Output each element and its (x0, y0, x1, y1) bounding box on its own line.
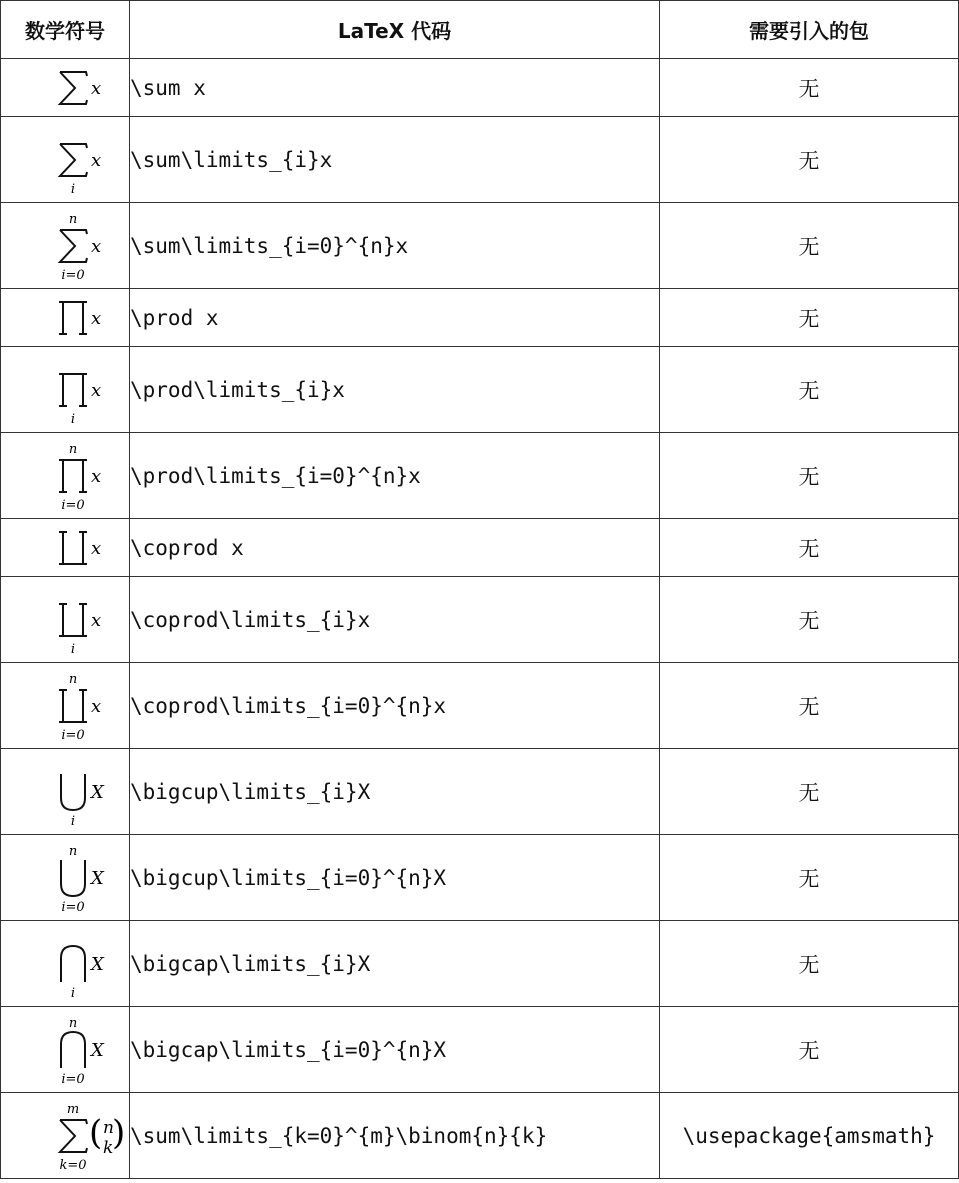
math-symbol-cell (1, 921, 130, 1007)
math-symbol-cell (1, 203, 130, 289)
required-package-cell: \usepackage{amsmath} (660, 1093, 959, 1179)
math-symbol-cell (1, 749, 130, 835)
latex-code-cell: \coprod x (130, 519, 660, 577)
table-row (1, 1093, 959, 1179)
latex-code-cell: \sum x (130, 59, 660, 117)
table-body (1, 59, 959, 1179)
upper-limit: n (68, 211, 78, 227)
latex-code-cell: \sum\limits_{i}x (130, 117, 660, 203)
operand-variable: x (91, 609, 102, 631)
lower-limit: i (70, 411, 76, 427)
math-formula (15, 119, 115, 201)
math-symbol-cell (1, 433, 130, 519)
table-row (1, 663, 959, 749)
lower-limit: i (70, 641, 76, 657)
lower-limit: i (70, 813, 76, 829)
math-symbol-cell (1, 289, 130, 347)
binom-bottom: k (103, 1137, 114, 1158)
math-symbol-cell (1, 663, 130, 749)
table-header-row (1, 1, 959, 59)
upper-limit: n (68, 843, 78, 859)
header-latex-code: LaTeX 代码 (130, 1, 660, 59)
coprod-operator (59, 532, 87, 564)
lower-limit: i (70, 985, 76, 1001)
required-package-cell: 无 (660, 1007, 959, 1093)
table-row (1, 835, 959, 921)
lower-limit: i=0 (61, 497, 85, 513)
bigcup-operator (61, 774, 85, 810)
header-math-symbol: 数学符号 (1, 1, 130, 59)
required-package-cell: 无 (660, 835, 959, 921)
operand-variable: x (91, 149, 102, 171)
operand-variable: x (91, 77, 102, 99)
latex-code-cell: \coprod\limits_{i}x (130, 577, 660, 663)
operand-variable: x (91, 465, 102, 487)
table-row (1, 59, 959, 117)
table-row (1, 347, 959, 433)
binom-top: n (103, 1117, 114, 1138)
upper-limit: n (68, 671, 78, 687)
math-formula (15, 61, 115, 115)
math-symbol-cell (1, 577, 130, 663)
table-row (1, 1007, 959, 1093)
latex-code-cell: \prod\limits_{i=0}^{n}x (130, 433, 660, 519)
latex-code-cell: \bigcup\limits_{i}X (130, 749, 660, 835)
math-formula (15, 291, 115, 345)
table-row (1, 289, 959, 347)
operand-variable: x (91, 307, 102, 329)
math-symbol-cell (1, 117, 130, 203)
lower-limit: i=0 (61, 899, 85, 915)
table-row (1, 577, 959, 663)
math-symbol-cell (1, 1093, 130, 1179)
math-formula (15, 579, 115, 661)
coprod-operator (59, 604, 87, 636)
sum-operator (60, 144, 87, 176)
required-package-cell: 无 (660, 117, 959, 203)
operand-variable: x (91, 235, 102, 257)
table-row (1, 433, 959, 519)
math-formula (15, 1095, 126, 1177)
upper-limit: n (68, 1015, 78, 1031)
operand-variable: X (91, 1039, 104, 1061)
operand-variable: x (91, 379, 102, 401)
math-symbol-cell (1, 1007, 130, 1093)
table-row (1, 519, 959, 577)
operand-variable: X (91, 953, 104, 975)
math-formula (15, 923, 115, 1005)
upper-limit: n (68, 441, 78, 457)
table-row (1, 921, 959, 1007)
prod-operator (59, 302, 87, 334)
coprod-operator (59, 690, 87, 722)
table-row (1, 749, 959, 835)
table-row (1, 203, 959, 289)
required-package-cell: 无 (660, 203, 959, 289)
prod-operator (59, 374, 87, 406)
upper-limit: m (66, 1101, 80, 1117)
binom-operator (60, 1120, 87, 1152)
math-formula (15, 751, 115, 833)
sum-operator (60, 72, 87, 104)
math-symbol-cell (1, 835, 130, 921)
required-package-cell: 无 (660, 577, 959, 663)
lower-limit: k=0 (59, 1157, 87, 1173)
required-package-cell: 无 (660, 59, 959, 117)
bigcap-operator (61, 1032, 85, 1068)
lower-limit: i (70, 181, 76, 197)
prod-operator (59, 460, 87, 492)
sum-operator (60, 230, 87, 262)
math-formula (15, 435, 115, 517)
table-row (1, 117, 959, 203)
operand-variable: x (91, 695, 102, 717)
math-formula (15, 205, 115, 287)
required-package-cell: 无 (660, 519, 959, 577)
required-package-cell: 无 (660, 663, 959, 749)
right-paren-icon: ) (112, 1112, 126, 1153)
required-package-cell: 无 (660, 433, 959, 519)
required-package-cell: 无 (660, 347, 959, 433)
required-package-cell: 无 (660, 289, 959, 347)
header-required-package: 需要引入的包 (660, 1, 959, 59)
latex-code-cell: \prod\limits_{i}x (130, 347, 660, 433)
lower-limit: i=0 (61, 727, 85, 743)
math-formula (15, 1009, 115, 1091)
math-symbol-cell (1, 59, 130, 117)
required-package-cell: 无 (660, 921, 959, 1007)
latex-code-cell: \prod x (130, 289, 660, 347)
latex-code-cell: \sum\limits_{i=0}^{n}x (130, 203, 660, 289)
math-formula (15, 837, 115, 919)
operand-variable: X (91, 867, 104, 889)
bigcup-operator (61, 860, 85, 896)
latex-code-cell: \bigcap\limits_{i}X (130, 921, 660, 1007)
operand-variable: x (91, 537, 102, 559)
latex-code-cell: \bigcup\limits_{i=0}^{n}X (130, 835, 660, 921)
lower-limit: i=0 (61, 1071, 85, 1087)
latex-code-cell: \coprod\limits_{i=0}^{n}x (130, 663, 660, 749)
math-symbol-cell (1, 519, 130, 577)
math-formula (15, 349, 115, 431)
bigcap-operator (61, 946, 85, 982)
left-paren-icon: ( (89, 1112, 103, 1153)
math-symbol-cell (1, 347, 130, 433)
latex-code-cell: \sum\limits_{k=0}^{m}\binom{n}{k} (130, 1093, 660, 1179)
operand-variable: X (91, 781, 104, 803)
required-package-cell: 无 (660, 749, 959, 835)
math-formula (15, 665, 115, 747)
latex-code-cell: \bigcap\limits_{i=0}^{n}X (130, 1007, 660, 1093)
lower-limit: i=0 (61, 267, 85, 283)
math-formula (15, 521, 115, 575)
